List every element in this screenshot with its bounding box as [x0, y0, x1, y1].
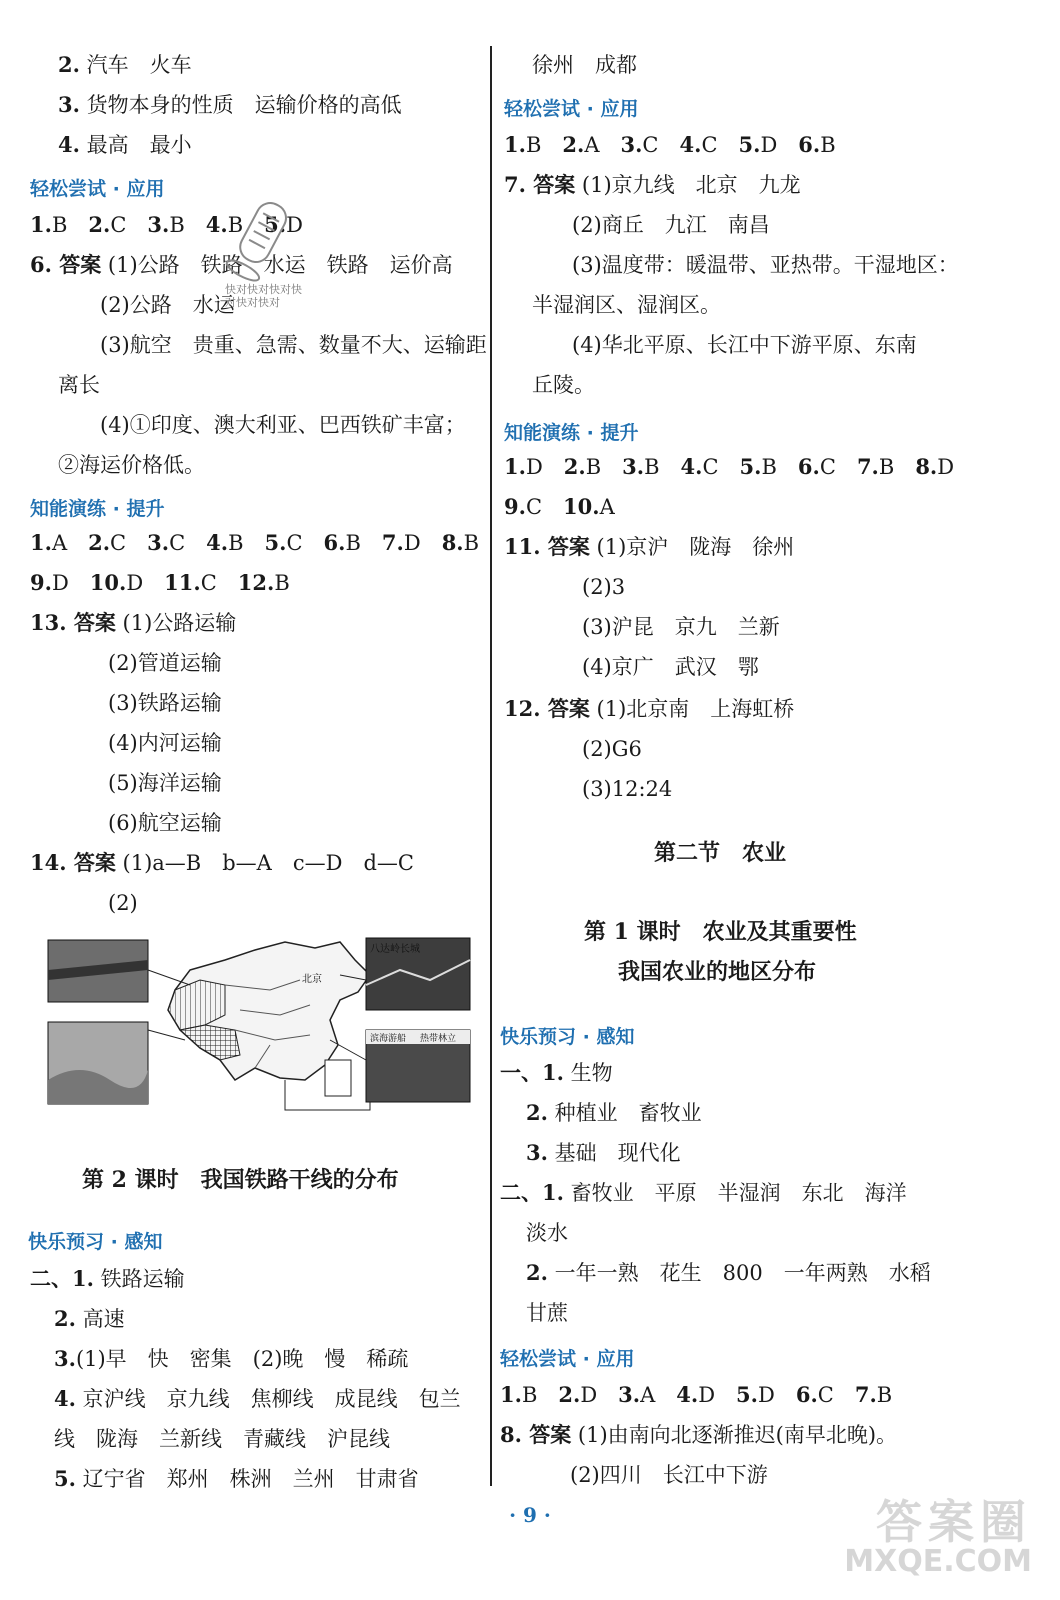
column-divider	[490, 46, 492, 1486]
answer-line: 2. 种植业 畜牧业	[526, 1100, 702, 1125]
answer-line: 淡水	[526, 1221, 568, 1245]
photo-label-coast-2: 热带林立	[420, 1034, 457, 1044]
answer-line: (6)航空运输	[108, 811, 222, 835]
china-map-figure	[40, 930, 480, 1120]
answer-line: 徐州 成都	[532, 53, 637, 77]
photo-label-great-wall: 八达岭长城	[370, 944, 420, 955]
section-heading: 快乐预习 · 感知	[500, 1026, 635, 1048]
watermark-line-2: MXQE.COM	[844, 1544, 1032, 1579]
choice-answers: 1.B 2.A 3.C 4.C 5.D 6.B	[504, 132, 836, 157]
stamp-icon	[222, 196, 302, 291]
section-heading: 轻松尝试 · 应用	[504, 98, 639, 120]
answer-line: 5. 辽宁省 郑州 株洲 兰州 甘肃省	[54, 1466, 419, 1491]
answer-line: 7. 答案 (1)京九线 北京 九龙	[504, 172, 801, 197]
lesson-title: 第 2 课时 我国铁路干线的分布	[82, 1167, 399, 1193]
south-sea-inset	[325, 1060, 351, 1096]
choice-answers: 1.D 2.B 3.B 4.C 5.B 6.C 7.B 8.D	[504, 454, 955, 479]
answer-line: 14. 答案 (1)a—B b—A c—D d—C	[30, 850, 414, 875]
answer-line: 二、1. 铁路运输	[30, 1266, 185, 1291]
answer-line: (3)铁路运输	[108, 691, 222, 715]
answer-line: (2)G6	[582, 737, 642, 761]
answer-line: 13. 答案 (1)公路运输	[30, 610, 237, 635]
choice-answers: 9.C 10.A	[504, 494, 615, 519]
answer-line: 一、1. 生物	[500, 1060, 613, 1085]
map-label-beijing: 北京	[302, 974, 322, 985]
answer-line: 丘陵。	[532, 373, 595, 397]
answer-line: (2)	[108, 891, 138, 915]
choice-answers: 1.B 2.C 3.B 4.B 5.D	[30, 212, 303, 237]
answer-line: 6. 答案 (1)公路 铁路 水运 铁路 运价高	[30, 252, 453, 277]
section-heading: 快乐预习 · 感知	[28, 1231, 163, 1253]
answer-line: 二、1. 畜牧业 平原 半湿润 东北 海洋	[500, 1180, 907, 1205]
answer-line: 12. 答案 (1)北京南 上海虹桥	[504, 696, 795, 721]
section-heading: 轻松尝试 · 应用	[500, 1348, 635, 1370]
lesson-title: 第 1 课时 农业及其重要性	[584, 919, 857, 945]
answer-line: 3.(1)早 快 密集 (2)晚 慢 稀疏	[54, 1346, 409, 1371]
section-heading: 知能演练 · 提升	[30, 498, 165, 520]
answer-line: (2)3	[582, 575, 626, 599]
watermark-line-1: 答案圈	[876, 1495, 1032, 1549]
answer-line: (4)华北平原、长江中下游平原、东南	[572, 333, 917, 357]
answer-line: 3. 货物本身的性质 运输价格的高低	[58, 92, 402, 117]
page-number: · 9 ·	[509, 1503, 551, 1527]
answer-line: (2)公路 水运	[100, 293, 235, 317]
section-heading: 知能演练 · 提升	[504, 422, 639, 444]
answer-line: 2. 汽车 火车	[58, 52, 192, 77]
choice-answers: 9.D 10.D 11.C 12.B	[30, 570, 290, 595]
stamp-text: 快对快对快对快对快对快对	[225, 283, 302, 309]
choice-answers: 1.B 2.D 3.A 4.D 5.D 6.C 7.B	[500, 1382, 893, 1407]
answer-line: (3)温度带：暖温带、亚热带。干湿地区：	[572, 253, 959, 277]
section-title: 第二节 农业	[654, 840, 787, 866]
answer-line: 离长	[58, 373, 100, 397]
answer-line: 半湿润区、湿润区。	[532, 293, 721, 317]
answer-line: ②海运价格低。	[58, 453, 205, 477]
answer-line: 11. 答案 (1)京沪 陇海 徐州	[504, 534, 795, 559]
answer-line: 4. 京沪线 京九线 焦柳线 成昆线 包兰	[54, 1386, 461, 1411]
answer-line: 4. 最高 最小	[58, 132, 192, 157]
watermark	[844, 1495, 1032, 1579]
answer-line: 2. 高速	[54, 1306, 125, 1331]
choice-answers: 1.A 2.C 3.C 4.B 5.C 6.B 7.D 8.B	[30, 530, 480, 555]
answer-line: (4)①印度、澳大利亚、巴西铁矿丰富；	[100, 413, 466, 437]
photo-label-coast-1: 滨海游船	[370, 1034, 407, 1044]
answer-line: (3)12:24	[582, 777, 673, 801]
answer-line: (2)商丘 九江 南昌	[572, 213, 770, 237]
answer-line: (4)内河运输	[108, 731, 222, 755]
answer-line: 2. 一年一熟 花生 800 一年两熟 水稻	[526, 1260, 931, 1285]
lesson-subtitle: 我国农业的地区分布	[618, 959, 817, 985]
answer-line: (5)海洋运输	[108, 771, 222, 795]
answer-line: (2)管道运输	[108, 651, 222, 675]
answer-line: (2)四川 长江中下游	[570, 1463, 768, 1487]
answer-line: (3)航空 贵重、急需、数量不大、运输距	[100, 333, 487, 357]
answer-line: 线 陇海 兰新线 青藏线 沪昆线	[54, 1427, 390, 1451]
answer-line: 3. 基础 现代化	[526, 1140, 681, 1165]
answer-line: 甘蔗	[526, 1301, 568, 1325]
answer-line: (4)京广 武汉 鄂	[582, 655, 759, 679]
section-heading: 轻松尝试 · 应用	[30, 178, 165, 200]
answer-line: (3)沪昆 京九 兰新	[582, 615, 780, 639]
answer-line: 8. 答案 (1)由南向北逐渐推迟(南早北晚)。	[500, 1422, 898, 1447]
